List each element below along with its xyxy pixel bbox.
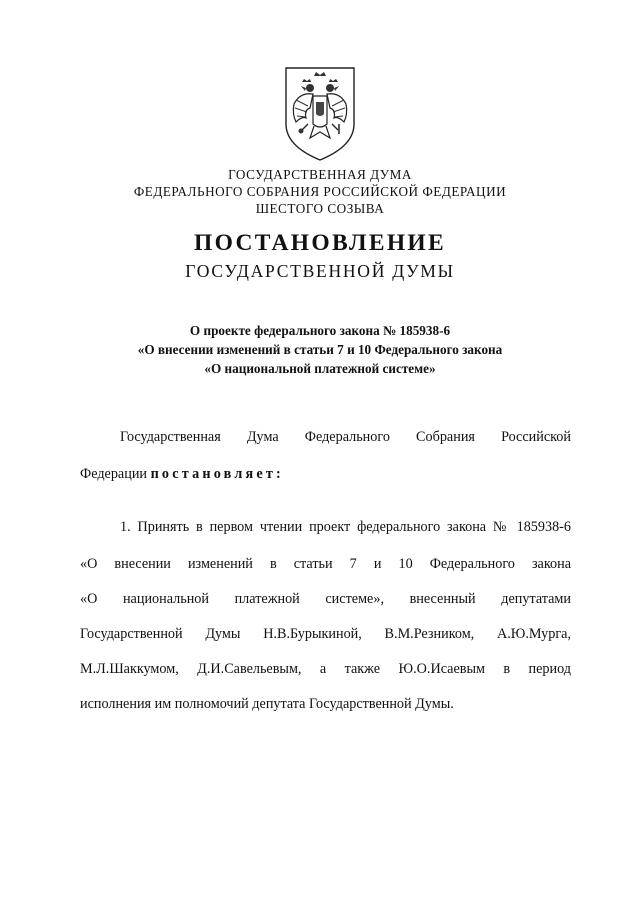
document-subtitle: ГОСУДАРСТВЕННОЙ ДУМЫ	[185, 261, 455, 281]
intro-resolves-word: постановляет:	[150, 466, 284, 482]
document-title: ПОСТАНОВЛЕНИЕ	[194, 230, 446, 256]
intro-federation-word: Федерации	[80, 466, 148, 482]
subject-line-1: О проекте федерального закона № 185938-6	[189, 323, 451, 338]
intro-line-1: Государственная Дума Федерального Собрания Российской	[120, 429, 571, 445]
header-line-duma: ГОСУДАРСТВЕННАЯ ДУМА	[228, 167, 412, 182]
double-headed-eagle-icon	[280, 62, 360, 162]
state-emblem	[280, 62, 360, 162]
item1-line-1: 1. Принять в первом чтении проект федерального закона № 185938-6	[120, 519, 571, 535]
item1-line-6: исполнения им полномочий депутата Государственной Думы.	[80, 696, 454, 712]
header-line-federal-assembly: ФЕДЕРАЛЬНОГО СОБРАНИЯ РОССИЙСКОЙ ФЕДЕРАЦИИ	[133, 184, 507, 199]
subject-line-3: «О национальной платежной системе»	[204, 361, 436, 376]
subject-line-2: «О внесении изменений в статьи 7 и 10 Федерального закона	[137, 342, 503, 357]
item1-line-2: «О внесении изменений в статьи 7 и 10 Федерального закона	[80, 556, 571, 572]
header-line-convocation: ШЕСТОГО СОЗЫВА	[255, 201, 385, 216]
item1-line-5: М.Л.Шаккумом, Д.И.Савельевым, а также Ю.О.Исаевым в период	[80, 661, 571, 677]
item1-line-3: «О национальной платежной системе», внесенный депутатами	[80, 591, 571, 607]
item1-line-4: Государственной Думы Н.В.Бурыкиной, В.М.Резником, А.Ю.Мурга,	[80, 626, 571, 642]
intro-line-2	[80, 465, 571, 483]
